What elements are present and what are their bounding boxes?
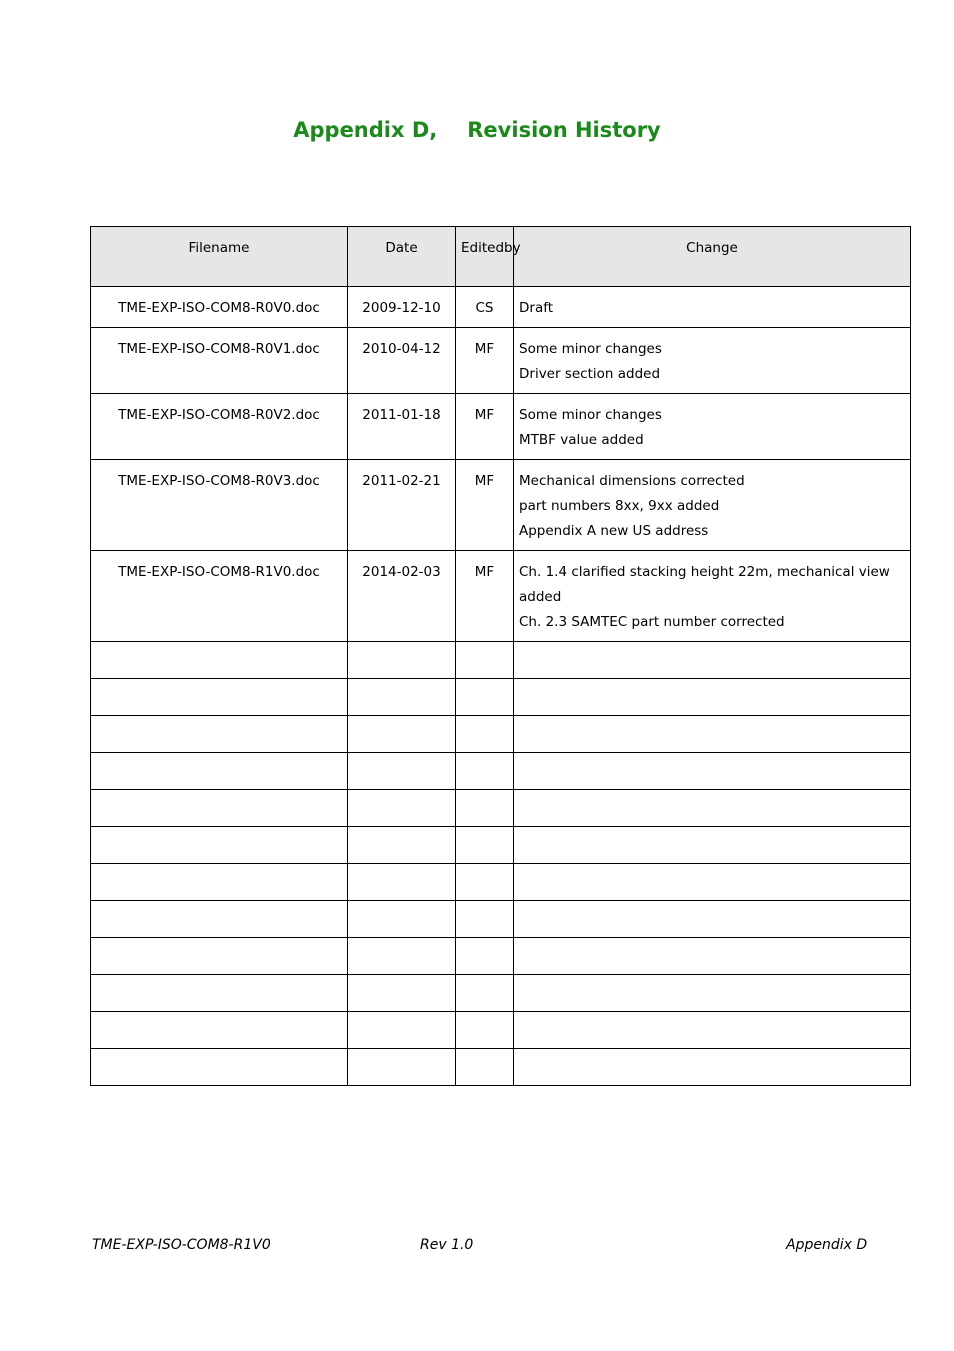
empty-cell	[514, 753, 911, 790]
empty-cell	[514, 827, 911, 864]
table-row	[91, 287, 911, 328]
empty-cell	[348, 827, 456, 864]
empty-cell	[514, 938, 911, 975]
empty-cell	[348, 716, 456, 753]
empty-cell	[91, 1049, 348, 1086]
change-line: Ch. 1.4 clarified stacking height 22m, mechanical view	[519, 564, 890, 580]
empty-cell	[456, 938, 514, 975]
empty-cell	[348, 1012, 456, 1049]
empty-cell	[514, 790, 911, 827]
empty-table-row	[91, 642, 911, 679]
empty-table-row	[91, 753, 911, 790]
empty-table-row	[91, 790, 911, 827]
row-edited-by: MF	[456, 551, 514, 642]
change-line: Ch. 2.3 SAMTEC part number corrected	[519, 614, 785, 630]
change-line: Some minor changes	[519, 341, 662, 357]
empty-table-row	[91, 716, 911, 753]
empty-cell	[456, 716, 514, 753]
header-change: Change	[514, 227, 911, 287]
empty-cell	[514, 975, 911, 1012]
table-row	[91, 328, 911, 394]
change-line: added	[519, 589, 562, 605]
empty-cell	[348, 938, 456, 975]
empty-cell	[348, 901, 456, 938]
empty-cell	[91, 716, 348, 753]
empty-cell	[514, 716, 911, 753]
revision-history-table	[90, 226, 911, 1086]
row-edited-by: CS	[456, 287, 514, 328]
empty-cell	[456, 864, 514, 901]
row-date: 2014-02-03	[348, 551, 456, 642]
row-edited-by: MF	[456, 460, 514, 551]
empty-cell	[348, 679, 456, 716]
title-appendix: Appendix D,	[293, 118, 438, 142]
empty-cell	[514, 1012, 911, 1049]
empty-cell	[348, 864, 456, 901]
row-change	[514, 328, 911, 394]
change-line: Appendix A new US address	[519, 523, 709, 539]
row-change	[514, 460, 911, 551]
empty-cell	[91, 864, 348, 901]
header-date: Date	[348, 227, 456, 287]
empty-cell	[514, 642, 911, 679]
empty-cell	[456, 642, 514, 679]
row-date: 2011-01-18	[348, 394, 456, 460]
change-line: Driver section added	[519, 366, 661, 382]
empty-table-row	[91, 901, 911, 938]
empty-table-row	[91, 938, 911, 975]
table-header-row	[91, 227, 911, 287]
row-edited-by: MF	[456, 394, 514, 460]
empty-cell	[91, 1012, 348, 1049]
row-filename: TME-EXP-ISO-COM8-R0V3.doc	[91, 460, 348, 551]
empty-cell	[514, 864, 911, 901]
header-edited-line2: by	[504, 240, 521, 256]
footer-revision: Rev 1.0	[420, 1237, 474, 1253]
row-edited-by: MF	[456, 328, 514, 394]
empty-table-row	[91, 864, 911, 901]
row-filename: TME-EXP-ISO-COM8-R0V1.doc	[91, 328, 348, 394]
table-row	[91, 394, 911, 460]
empty-cell	[91, 938, 348, 975]
empty-table-row	[91, 679, 911, 716]
empty-cell	[91, 790, 348, 827]
change-line: MTBF value added	[519, 432, 644, 448]
row-date: 2009-12-10	[348, 287, 456, 328]
empty-table-row	[91, 1012, 911, 1049]
empty-cell	[91, 827, 348, 864]
empty-cell	[456, 901, 514, 938]
empty-cell	[514, 679, 911, 716]
empty-cell	[456, 1049, 514, 1086]
empty-cell	[348, 642, 456, 679]
empty-cell	[514, 901, 911, 938]
row-change	[514, 287, 911, 328]
header-edited-by	[456, 227, 521, 287]
empty-cell	[91, 753, 348, 790]
empty-cell	[456, 975, 514, 1012]
header-edited-line1: Edited	[461, 240, 505, 256]
empty-table-row	[91, 975, 911, 1012]
empty-cell	[456, 827, 514, 864]
empty-cell	[348, 790, 456, 827]
header-filename: Filename	[91, 227, 348, 287]
empty-cell	[91, 975, 348, 1012]
change-line: Some minor changes	[519, 407, 662, 423]
row-date: 2010-04-12	[348, 328, 456, 394]
change-line: part numbers 8xx, 9xx added	[519, 498, 720, 514]
page-title	[0, 118, 954, 142]
change-line: Draft	[519, 300, 554, 316]
row-filename: TME-EXP-ISO-COM8-R0V0.doc	[91, 287, 348, 328]
row-change	[514, 394, 911, 460]
empty-cell	[91, 901, 348, 938]
empty-cell	[348, 1049, 456, 1086]
footer-doc-id: TME-EXP-ISO-COM8-R1V0	[92, 1237, 271, 1253]
empty-cell	[456, 790, 514, 827]
footer-section: Appendix D	[786, 1237, 868, 1253]
row-date: 2011-02-21	[348, 460, 456, 551]
change-line: Mechanical dimensions corrected	[519, 473, 745, 489]
empty-table-row	[91, 827, 911, 864]
row-filename: TME-EXP-ISO-COM8-R1V0.doc	[91, 551, 348, 642]
row-filename: TME-EXP-ISO-COM8-R0V2.doc	[91, 394, 348, 460]
empty-cell	[91, 679, 348, 716]
empty-cell	[91, 642, 348, 679]
empty-cell	[456, 1012, 514, 1049]
title-revision-history: Revision History	[467, 118, 661, 142]
table-row	[91, 551, 911, 642]
empty-table-row	[91, 1049, 911, 1086]
row-change	[514, 551, 911, 642]
empty-cell	[456, 679, 514, 716]
empty-cell	[456, 753, 514, 790]
table-row	[91, 460, 911, 551]
empty-cell	[348, 753, 456, 790]
empty-cell	[348, 975, 456, 1012]
empty-cell	[514, 1049, 911, 1086]
